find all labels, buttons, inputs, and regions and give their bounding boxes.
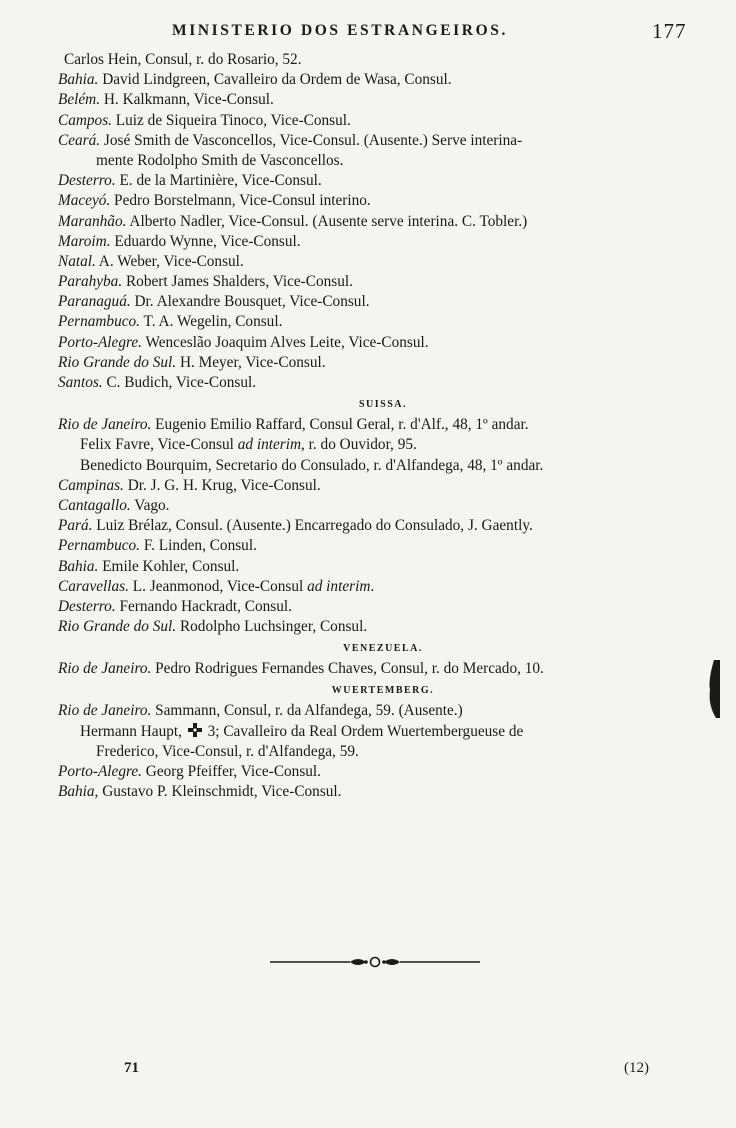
entry-text: José Smith de Vasconcellos, Vice-Consul. (Ausente.) Serve interina-: [100, 131, 523, 149]
list-entry: [58, 435, 708, 455]
list-entry: [58, 536, 708, 556]
list-entry: [58, 70, 708, 90]
place-name: Desterro.: [58, 172, 116, 190]
list-entry: [58, 252, 708, 272]
list-entry: [58, 312, 708, 332]
entry-text: mente Rodolpho Smith de Vasconcellos.: [96, 151, 344, 169]
entry-text: Hermann Haupt,: [80, 722, 186, 740]
entry-text: David Lindgreen, Cavalleiro da Ordem de Wasa, Consul.: [98, 71, 452, 89]
binding-edge-mark: [708, 660, 720, 718]
running-title: MINISTERIO DOS ESTRANGEIROS.: [172, 22, 508, 39]
entry-text: Dr. J. G. H. Krug, Vice-Consul.: [123, 476, 321, 494]
place-name: Maranhão.: [58, 212, 127, 230]
list-entry: [58, 597, 708, 617]
section-heading: VENEZUELA.: [343, 643, 423, 655]
entry-text: Rodolpho Luchsinger, Consul.: [176, 618, 368, 636]
list-entry: [58, 557, 708, 577]
place-name: Pernambuco.: [58, 537, 140, 555]
list-entry: [58, 617, 708, 637]
place-name: Rio de Janeiro.: [58, 702, 152, 720]
list-entry: [58, 722, 708, 742]
entry-text: Gustavo P. Kleinschmidt, Vice-Consul.: [98, 783, 342, 801]
entry-text: Vago.: [130, 496, 170, 514]
italic-phrase: ad interim: [307, 577, 371, 595]
place-name: Belém.: [58, 91, 101, 109]
entry-text: T. A. Wegelin, Consul.: [140, 313, 283, 331]
place-name: Maroim.: [58, 232, 111, 250]
place-name: Ceará.: [58, 131, 101, 149]
list-entry: [58, 577, 708, 597]
entry-text: Pedro Borstelmann, Vice-Consul interino.: [110, 192, 371, 210]
order-cross-icon: [186, 722, 204, 738]
list-entry: [58, 232, 708, 252]
entry-tail: .: [370, 577, 375, 595]
entry-text: Carlos Hein, Consul, r. do Rosario, 52.: [64, 51, 302, 68]
place-name: Rio Grande do Sul.: [58, 618, 177, 636]
place-name: Desterro.: [58, 597, 116, 615]
entry-text: F. Linden, Consul.: [140, 537, 257, 555]
entry-text: Luiz de Siqueira Tinoco, Vice-Consul.: [111, 111, 351, 129]
list-entry: [58, 456, 708, 476]
list-entry: [58, 151, 708, 171]
entry-text: Felix Favre, Vice-Consul: [80, 436, 238, 454]
entry-text: H. Kalkmann, Vice-Consul.: [100, 91, 274, 109]
place-name: Cantagallo.: [58, 496, 131, 514]
list-entry: [58, 131, 708, 151]
entry-text: C. Budich, Vice-Consul.: [102, 374, 257, 391]
entry-tail: , r. do Ouvidor, 95.: [301, 436, 417, 454]
list-entry: [58, 659, 708, 679]
entry-text: L. Jeanmonod, Vice-Consul: [128, 577, 308, 595]
entry-text: H. Meyer, Vice-Consul.: [176, 353, 326, 371]
ornament-rule-icon: [270, 952, 480, 972]
entry-text: Dr. Alexandre Bousquet, Vice-Consul.: [130, 293, 370, 311]
place-name: Maceyó.: [58, 192, 111, 210]
sheet-number: (12): [624, 1060, 649, 1076]
list-entry: [58, 516, 708, 536]
list-entry: [58, 111, 708, 131]
list-entry: [58, 333, 708, 353]
list-entry: [58, 782, 708, 802]
place-name: Parahyba.: [58, 273, 123, 291]
place-name: Bahia,: [58, 783, 99, 801]
list-entry: [58, 90, 708, 110]
consular-list: [58, 50, 708, 802]
page-header: [0, 18, 736, 48]
entry-text: A. Weber, Vice-Consul.: [95, 252, 244, 270]
place-name: Porto-Alegre.: [58, 763, 142, 780]
place-name: Bahia.: [58, 71, 99, 89]
entry-text: Wenceslão Joaquim Alves Leite, Vice-Consul.: [141, 333, 429, 351]
place-name: Paranaguá.: [58, 293, 131, 311]
entry-text: Benedicto Bourquim, Secretario do Consulado, r. d'Alfandega, 48, 1º andar.: [80, 456, 544, 474]
list-entry: [58, 476, 708, 496]
place-name: Rio de Janeiro.: [58, 660, 152, 678]
entry-text: Fernando Hackradt, Consul.: [115, 597, 292, 615]
entry-text: Pedro Rodrigues Fernandes Chaves, Consul, r. do Mercado, 10.: [151, 660, 544, 678]
list-entry: [58, 496, 708, 516]
entry-tail: 3; Cavalleiro da Real Ordem Wuertembergueuse de: [203, 722, 524, 740]
place-name: Caravellas.: [58, 577, 129, 595]
list-entry: [58, 415, 708, 435]
entry-text: Sammann, Consul, r. da Alfandega, 59. (Ausente.): [151, 702, 463, 720]
place-name: Pernambuco.: [58, 313, 140, 331]
entry-text: Emile Kohler, Consul.: [98, 557, 240, 575]
list-entry: [58, 191, 708, 211]
list-entry: [58, 171, 708, 191]
list-entry: [58, 212, 708, 232]
list-entry: [58, 742, 708, 762]
place-name: Campinas.: [58, 476, 124, 494]
section-heading: SUISSA.: [358, 399, 408, 411]
italic-phrase: ad interim: [237, 436, 302, 454]
list-entry: [58, 50, 708, 70]
signature-mark: 71: [124, 1060, 139, 1076]
place-name: Pará.: [58, 517, 93, 535]
place-name: Rio Grande do Sul.: [58, 353, 177, 371]
list-entry: [58, 373, 708, 393]
entry-text: Robert James Shalders, Vice-Consul.: [122, 273, 353, 291]
list-entry: [58, 292, 708, 312]
entry-text: Frederico, Vice-Consul, r. d'Alfandega, 59.: [96, 742, 359, 760]
entry-text: Eugenio Emilio Raffard, Consul Geral, r. d'Alf., 48, 1º andar.: [151, 416, 529, 434]
entry-text: Georg Pfeiffer, Vice-Consul.: [141, 763, 321, 780]
place-name: Porto-Alegre.: [58, 333, 142, 351]
entry-text: Eduardo Wynne, Vice-Consul.: [110, 232, 301, 250]
place-name: Rio de Janeiro.: [58, 416, 152, 434]
place-name: Bahia.: [58, 557, 99, 575]
entry-text: E. de la Martinière, Vice-Consul.: [115, 172, 322, 190]
entry-text: Alberto Nadler, Vice-Consul. (Ausente serve interina. C. Tobler.): [126, 212, 528, 230]
page-number: 177: [652, 19, 687, 43]
section-heading: WUERTEMBERG.: [331, 685, 435, 697]
list-entry: [58, 353, 708, 373]
place-name: Santos.: [58, 374, 103, 391]
list-entry: [58, 701, 708, 721]
place-name: Natal.: [58, 252, 96, 270]
place-name: Campos.: [58, 111, 112, 129]
list-entry: [58, 272, 708, 292]
entry-text: Luiz Brélaz, Consul. (Ausente.) Encarregado do Consulado, J. Gaently.: [92, 517, 533, 535]
list-entry: [58, 762, 708, 782]
